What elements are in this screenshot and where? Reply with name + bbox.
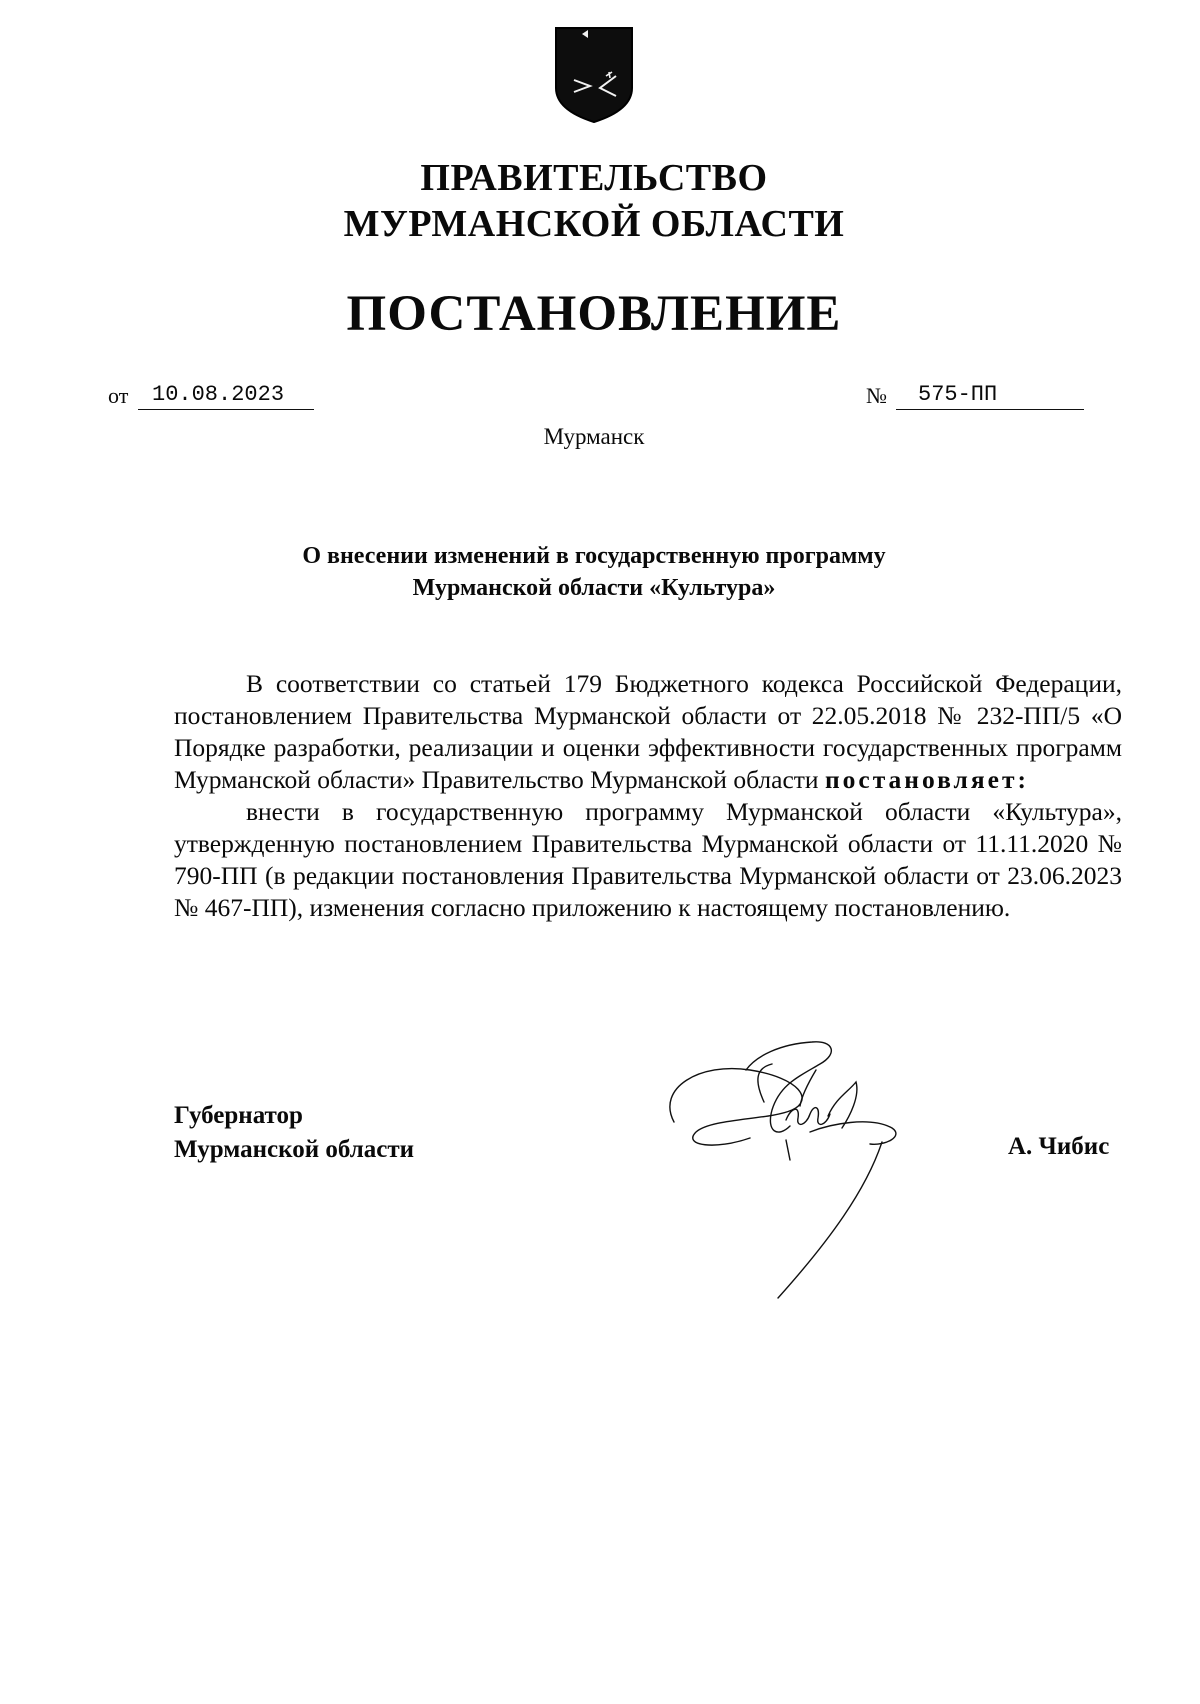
handwritten-signature-icon	[660, 1040, 960, 1320]
organization-name-line1: ПРАВИТЕЛЬСТВО	[420, 157, 768, 199]
document-type-title: ПОСТАНОВЛЕНИЕ	[346, 286, 842, 342]
coat-of-arms-icon	[554, 26, 634, 124]
organization-name-line2: МУРМАНСКОЙ ОБЛАСТИ	[343, 203, 845, 245]
date-label: от	[108, 383, 129, 408]
signer-position-line2: Мурманской области	[174, 1136, 415, 1163]
document-body	[174, 668, 1122, 924]
paragraph-resolution: внести в государственную программу Мурманской области «Культура», утвержденную постановлением Правительства Мурманской области от 11.11.2020 № 790-ПП (в редакции постановления Правительства Мурманской области от 23.06.2023 № 467-ПП), изменения согласно приложению к настоящему постановлению.	[174, 797, 1122, 922]
preamble-text: В соответствии со статьей 179 Бюджетного кодекса Российской Федерации, постановлением Правительства Мурманской области от 22.05.2018 № 232-ПП/5 «О Порядке разработки, реализации и оценки эффективности государственных программ Мурманской области» Правительство Мурманской области	[174, 669, 1122, 794]
subject-line2: Мурманской области «Культура»	[412, 575, 776, 601]
number-label: №	[866, 383, 887, 408]
signer-position	[174, 1099, 414, 1167]
document-number: 575-ПП	[896, 380, 1084, 410]
paragraph-preamble	[174, 668, 1122, 796]
document-date: 10.08.2023	[138, 380, 314, 410]
signer-position-line1: Губернатор	[174, 1102, 303, 1129]
signer-name: А. Чибис	[1008, 1133, 1110, 1160]
subject-line1: О внесении изменений в государственную программу	[302, 543, 886, 569]
city-name: Мурманск	[543, 424, 645, 449]
document-subject	[0, 540, 1188, 604]
resolution-keyword: постановляет:	[824, 765, 1029, 794]
